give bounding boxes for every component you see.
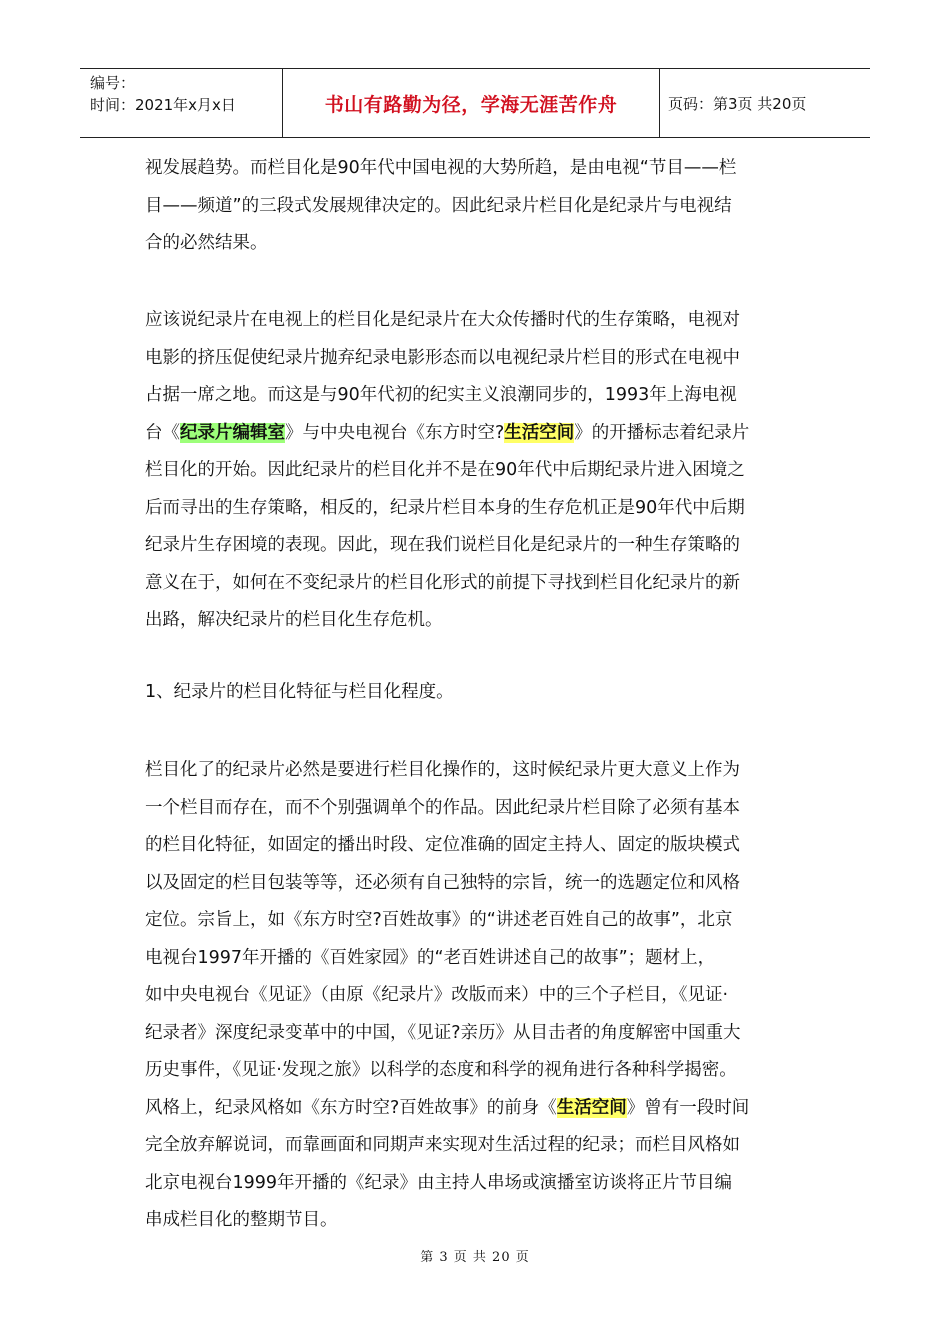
footer-page-number: 第 3 页 共 20 页 [420,1250,530,1265]
text-line: 定位。宗旨上，如《东方时空?百姓故事》的“讲述老百姓自己的故事”，北京 [145,910,733,930]
text-run: 风格上，纪录风格如《东方时空?百姓故事》的前身《 [145,1097,557,1118]
text-line: 视发展趋势。而栏目化是90年代中国电视的大势所趋，是由电视“节目——栏 [145,158,737,178]
text-line: 栏目化了的纪录片必然是要进行栏目化操作的，这时候纪录片更大意义上作为 [145,760,740,780]
paragraph-2 [145,302,825,640]
text-line: 栏目化的开始。因此纪录片的栏目化并不是在90年代中后期纪录片进入困境之 [145,460,745,480]
text-line: 如中央电视台《见证》（由原《纪录片》改版而来）中的三个子栏目，《见证· [145,985,729,1005]
text-line: 合的必然结果。 [145,233,268,253]
text-run: 台《 [145,422,180,443]
page-footer [0,1246,950,1265]
text-line: 电影的挤压促使纪录片抛弃纪录电影形态而以电视纪录片栏目的形式在电视中 [145,347,740,368]
text-line: 意义在于，如何在不变纪录片的栏目化形式的前提下寻找到栏目化纪录片的新 [145,572,740,593]
text-line: 的栏目化特征，如固定的播出时段、定位准确的固定主持人、固定的版块模式 [145,835,740,855]
text-line: 目——频道”的三段式发展规律决定的。因此纪录片栏目化是纪录片与电视结 [145,195,732,216]
text-line: 串成栏目化的整期节目。 [145,1210,338,1230]
text-run: 》的开播标志着纪录片 [574,422,750,443]
page-header [80,68,870,138]
highlight-program-name: 生活空间 [504,422,575,443]
text-line: 北京电视台1999年开播的《纪录》由主持人串场或演播室访谈将正片节目编 [145,1172,733,1193]
paragraph-1 [145,150,825,263]
text-line [145,415,825,453]
text-line: 占据一席之地。而这是与90年代初的纪实主义浪潮同步的，1993年上海电视 [145,385,737,405]
highlight-program-name: 生活空间 [556,1097,627,1118]
text-line: 完全放弃解说词，而靠画面和同期声来实现对生活过程的纪录；而栏目风格如 [145,1135,740,1155]
text-line: 出路，解决纪录片的栏目化生存危机。 [145,610,443,630]
text-run: 》曾有一段时间 [626,1097,750,1118]
text-run: 》与中央电视台《东方时空? [285,422,505,443]
text-line: 纪录片生存困境的表现。因此，现在我们说栏目化是纪录片的一种生存策略的 [145,535,740,555]
text-line [145,1090,825,1128]
text-line: 历史事件，《见证·发现之旅》以科学的态度和科学的视角进行各种科学揭密。 [145,1060,737,1080]
doc-number-label: 编号： [90,74,136,92]
text-line: 一个栏目而存在，而不个别强调单个的作品。因此纪录片栏目除了必须有基本 [145,797,740,818]
header-motto [283,69,660,137]
section-heading [145,674,825,712]
heading-text: 1、纪录片的栏目化特征与栏目化程度。 [145,682,454,702]
text-line: 后而寻出的生存策略，相反的，纪录片栏目本身的生存危机正是90年代中后期 [145,497,745,518]
highlight-program-name: 纪录片编辑室 [180,422,285,443]
header-page-info [660,69,870,137]
text-line: 纪录者》深度纪录变革中的中国，《见证?亲历》从目击者的角度解密中国重大 [145,1022,741,1043]
doc-date-label: 时间：2021年x月x日 [90,96,236,114]
header-meta [80,69,283,137]
text-line: 应该说纪录片在电视上的栏目化是纪录片在大众传播时代的生存策略，电视对 [145,310,740,330]
motto-text: 书山有路勤为径，学海无涯苦作舟 [324,93,618,116]
paragraph-3 [145,752,825,1240]
text-line: 以及固定的栏目包装等等，还必须有自己独特的宗旨，统一的选题定位和风格 [145,872,740,893]
page-info-text: 页码：第3页 共20页 [668,94,807,113]
text-line: 电视台1997年开播的《百姓家园》的“老百姓讲述自己的故事”；题材上， [145,947,716,968]
